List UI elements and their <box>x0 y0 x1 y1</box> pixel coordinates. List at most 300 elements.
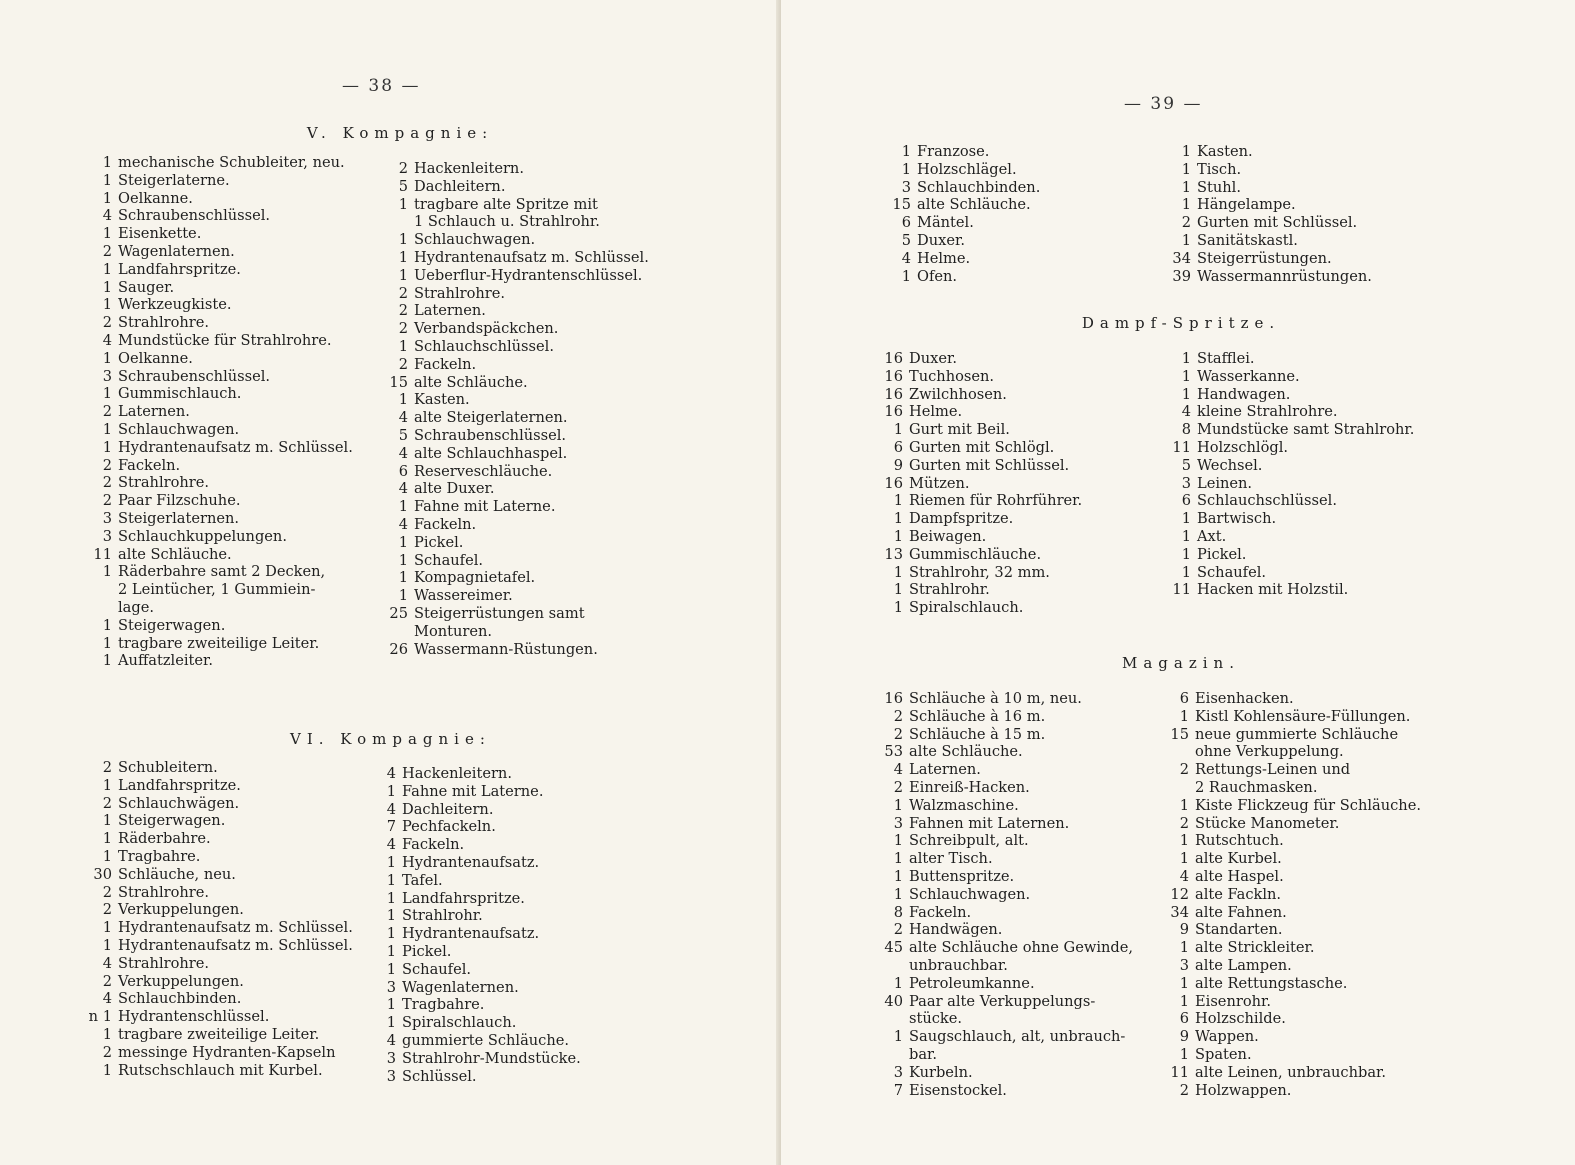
item-description: Fackeln. <box>118 456 181 474</box>
item-quantity: 4 <box>398 409 408 427</box>
item-quantity: 1 <box>102 189 112 207</box>
item-quantity: 1 <box>102 830 112 848</box>
item-description: alte Fackln. <box>1195 885 1282 903</box>
inventory-item <box>370 836 581 854</box>
item-description: Fahne mit Laterne. <box>414 498 556 516</box>
right-page <box>781 0 1575 1165</box>
item-quantity: 1 <box>398 391 408 409</box>
inventory-item <box>1165 368 1414 386</box>
item-description: Strahlrohre. <box>414 284 506 302</box>
item-quantity: 1 <box>1181 563 1191 581</box>
item-description: Dachleitern. <box>414 177 506 195</box>
item-description: Eisenrohr. <box>1195 992 1272 1010</box>
item-quantity: 4 <box>386 800 396 818</box>
item-description: Tragbahre. <box>118 847 201 865</box>
item-description: Eisenkette. <box>118 225 202 243</box>
item-description: Rutschschlauch mit Kurbel. <box>118 1061 323 1079</box>
item-quantity: 1 <box>102 225 112 243</box>
item-description: Holzschlägel. <box>917 160 1017 178</box>
inventory-item <box>1163 726 1421 744</box>
page-number: — 39 — <box>1124 94 1203 114</box>
item-quantity: 26 <box>389 640 408 658</box>
item-description: alte Schläuche. <box>917 196 1031 214</box>
inventory-item <box>1163 690 1421 708</box>
item-quantity: 6 <box>1181 492 1191 510</box>
item-quantity: 2 <box>102 403 112 421</box>
item-description: 2 Leintücher, 1 Gummiein- <box>118 581 316 599</box>
inventory-item <box>370 961 581 979</box>
item-quantity: 2 <box>102 474 112 492</box>
item-description: alte Strickleiter. <box>1195 939 1315 957</box>
inventory-item <box>1163 975 1421 993</box>
item-quantity: 1 <box>901 267 911 285</box>
item-quantity: 1 <box>102 634 112 652</box>
item-description: Schreibpult, alt. <box>909 832 1029 850</box>
section-heading-dampf-spritze: Dampf-Spritze. <box>1081 314 1281 332</box>
inventory-item <box>1165 179 1372 197</box>
item-description: Zwilchhosen. <box>909 385 1007 403</box>
inventory-item <box>86 314 353 332</box>
inventory-item <box>86 457 353 475</box>
item-quantity: 9 <box>1179 1028 1189 1046</box>
inventory-item <box>877 599 1082 617</box>
inventory-item <box>382 178 649 196</box>
item-quantity: 1 <box>1179 939 1189 957</box>
item-quantity: 2 <box>398 320 408 338</box>
inventory-item <box>1163 850 1421 868</box>
inventory-item <box>86 261 353 279</box>
inventory-item <box>382 516 649 534</box>
item-description: Duxer. <box>909 350 957 367</box>
item-quantity: 3 <box>386 978 396 996</box>
item-description: Hackenleitern. <box>414 160 524 177</box>
item-quantity: 4 <box>893 761 903 779</box>
item-quantity: 1 <box>901 143 911 160</box>
item-quantity: 1 <box>398 231 408 249</box>
inventory-item <box>1165 510 1414 528</box>
inventory-item <box>1165 250 1372 268</box>
item-quantity: 1 <box>398 569 408 587</box>
inventory-item <box>86 563 353 581</box>
inventory-item <box>877 581 1082 599</box>
item-description: unbrauchbar. <box>909 956 1008 974</box>
item-quantity: 4 <box>102 990 112 1008</box>
item-quantity: 4 <box>398 480 408 498</box>
inventory-item <box>877 815 1133 833</box>
inventory-item <box>382 302 649 320</box>
inventory-item <box>370 872 581 890</box>
inventory-item <box>877 492 1082 510</box>
inventory-item <box>877 939 1133 957</box>
item-description: Verbandspäckchen. <box>414 320 559 338</box>
item-quantity: 3 <box>102 367 112 385</box>
item-quantity: 1 <box>1179 707 1189 725</box>
item-description: Hydrantenaufsatz m. Schlüssel. <box>118 438 353 456</box>
item-description: Axt. <box>1197 527 1227 545</box>
item-quantity: 16 <box>884 690 903 707</box>
inventory-item <box>382 320 649 338</box>
item-quantity: 11 <box>93 545 112 563</box>
inventory-item <box>382 427 649 445</box>
item-quantity: 3 <box>893 1063 903 1081</box>
inventory-item <box>1163 708 1421 726</box>
item-quantity: 3 <box>1181 474 1191 492</box>
item-quantity: 1 <box>398 248 408 266</box>
item-quantity: 1 <box>386 907 396 925</box>
item-description: Hydrantenaufsatz. <box>402 925 540 943</box>
inventory-item <box>885 232 1040 250</box>
item-description: Laternen. <box>118 403 190 421</box>
inventory-item <box>382 196 649 214</box>
item-quantity: 25 <box>389 604 408 622</box>
item-description: stücke. <box>909 1010 963 1028</box>
item-quantity: 4 <box>386 836 396 854</box>
inventory-item <box>382 338 649 356</box>
inventory-item <box>1163 886 1421 904</box>
inventory-item <box>86 617 353 635</box>
item-quantity: 6 <box>901 214 911 232</box>
inventory-column <box>382 160 649 658</box>
item-description: Räderbahre. <box>118 830 211 848</box>
item-description: tragbare alte Spritze mit <box>414 195 598 213</box>
item-description: alte Leinen, unbrauchbar. <box>1195 1063 1387 1081</box>
item-description: Schlauchwagen. <box>909 885 1031 903</box>
item-quantity: 1 <box>893 421 903 439</box>
item-description: Laternen. <box>909 761 981 779</box>
inventory-item <box>1163 1064 1421 1082</box>
item-quantity: 40 <box>884 992 903 1010</box>
inventory-item <box>382 445 649 463</box>
item-quantity: 15 <box>892 196 911 214</box>
item-description: Strahlrohr-Mundstücke. <box>402 1049 581 1067</box>
inventory-item <box>86 973 353 991</box>
item-quantity: 4 <box>1179 867 1189 885</box>
inventory-item <box>1165 475 1414 493</box>
inventory-item <box>382 641 649 659</box>
inventory-item <box>370 783 581 801</box>
item-description: alte Steigerlaternen. <box>414 409 568 427</box>
item-quantity: 1 <box>1179 974 1189 992</box>
item-quantity: n 1 <box>88 1008 112 1026</box>
item-description: Mundstücke samt Strahlrohr. <box>1197 421 1415 439</box>
inventory-item <box>370 765 581 783</box>
item-description: Wasserkanne. <box>1197 367 1300 385</box>
item-description: mechanische Schubleiter, neu. <box>118 154 345 171</box>
inventory-item <box>86 1008 353 1026</box>
inventory-item <box>877 708 1133 726</box>
inventory-item <box>370 1068 581 1086</box>
item-quantity: 1 <box>102 812 112 830</box>
inventory-item <box>382 356 649 374</box>
item-quantity: 4 <box>102 207 112 225</box>
item-description: Fackeln. <box>414 515 477 533</box>
item-description: Hydrantenaufsatz. <box>402 853 540 871</box>
inventory-item <box>382 409 649 427</box>
item-quantity: 6 <box>893 438 903 456</box>
item-quantity: 2 <box>1181 214 1191 232</box>
inventory-item <box>877 528 1082 546</box>
section-heading-magazin: Magazin. <box>1122 654 1240 672</box>
item-description: Fackeln. <box>414 355 477 373</box>
inventory-item <box>86 1026 353 1044</box>
item-quantity: 1 <box>386 1014 396 1032</box>
item-quantity: 2 <box>398 284 408 302</box>
inventory-item <box>382 463 649 481</box>
item-description: 1 Schlauch u. Strahlrohr. <box>414 213 600 231</box>
item-quantity: 1 <box>398 587 408 605</box>
item-quantity: 1 <box>893 885 903 903</box>
item-quantity: 1 <box>102 438 112 456</box>
inventory-item <box>1165 421 1414 439</box>
item-quantity: 8 <box>1181 421 1191 439</box>
inventory-item-continuation <box>877 1010 1133 1028</box>
item-description: Schlauchschlüssel. <box>414 337 554 355</box>
item-description: Wagenlaternen. <box>402 978 519 996</box>
inventory-item <box>877 832 1133 850</box>
item-description: Steigerwagen. <box>118 616 226 634</box>
inventory-item <box>86 635 353 653</box>
inventory-item <box>1163 1046 1421 1064</box>
item-description: Eisenstockel. <box>909 1081 1007 1099</box>
item-quantity: 3 <box>102 509 112 527</box>
item-description: neue gummierte Schläuche <box>1195 725 1399 743</box>
inventory-item <box>370 1032 581 1050</box>
item-quantity: 15 <box>1170 725 1189 743</box>
item-description: Petroleumkanne. <box>909 974 1035 992</box>
inventory-item <box>370 890 581 908</box>
inventory-item <box>86 884 353 902</box>
item-quantity: 13 <box>884 545 903 563</box>
inventory-item <box>86 937 353 955</box>
item-quantity: 1 <box>386 782 396 800</box>
item-description: Kurbeln. <box>909 1063 973 1081</box>
inventory-item <box>877 403 1082 421</box>
item-description: Schlauchbinden. <box>118 990 242 1008</box>
item-quantity: 2 <box>102 242 112 260</box>
item-description: alte Schläuche. <box>118 545 232 563</box>
item-quantity: 4 <box>102 331 112 349</box>
item-description: Hydrantenaufsatz m. Schlüssel. <box>118 936 353 954</box>
item-quantity: 16 <box>884 385 903 403</box>
item-quantity: 3 <box>901 178 911 196</box>
item-description: Schaufel. <box>414 551 484 569</box>
inventory-item <box>877 975 1133 993</box>
item-quantity: 1 <box>398 551 408 569</box>
item-quantity: 2 <box>398 355 408 373</box>
item-quantity: 1 <box>1181 196 1191 214</box>
item-quantity: 1 <box>102 776 112 794</box>
inventory-item <box>877 921 1133 939</box>
inventory-column <box>1165 350 1414 599</box>
item-description: Franzose. <box>917 143 990 160</box>
inventory-item <box>382 231 649 249</box>
item-description: Strahlrohr, 32 mm. <box>909 563 1050 581</box>
item-description: Landfahrspritze. <box>118 260 241 278</box>
inventory-item <box>1165 492 1414 510</box>
item-description: Kiste Flickzeug für Schläuche. <box>1195 796 1421 814</box>
inventory-item <box>877 743 1133 761</box>
inventory-item <box>885 161 1040 179</box>
inventory-item <box>885 196 1040 214</box>
item-quantity: 1 <box>1181 143 1191 160</box>
item-description: Dachleitern. <box>402 800 494 818</box>
inventory-item <box>86 830 353 848</box>
item-quantity: 2 <box>102 972 112 990</box>
item-description: Strahlrohr. <box>909 581 990 599</box>
item-description: Steigerrüstungen. <box>1197 249 1332 267</box>
item-description: Hydrantenschlüssel. <box>118 1008 270 1026</box>
inventory-item <box>885 268 1040 286</box>
inventory-item <box>370 979 581 997</box>
item-description: Riemen für Rohrführer. <box>909 492 1083 510</box>
item-description: Strahlrohre. <box>118 474 210 492</box>
item-quantity: 3 <box>1179 956 1189 974</box>
item-quantity: 2 <box>102 1043 112 1061</box>
item-description: Sanitätskastl. <box>1197 231 1298 249</box>
item-description: 2 Rauchmasken. <box>1195 778 1318 796</box>
inventory-item <box>877 510 1082 528</box>
item-description: Hydrantenaufsatz m. Schlüssel. <box>414 248 649 266</box>
inventory-item <box>86 403 353 421</box>
item-description: Werkzeugkiste. <box>118 296 232 314</box>
item-quantity: 1 <box>893 563 903 581</box>
inventory-item <box>1163 1010 1421 1028</box>
inventory-item <box>1163 921 1421 939</box>
item-description: alte Duxer. <box>414 480 495 498</box>
inventory-item <box>877 904 1133 922</box>
item-description: Gummischläuche. <box>909 545 1042 563</box>
item-quantity: 5 <box>398 177 408 195</box>
inventory-item <box>877 850 1133 868</box>
inventory-item <box>382 605 649 623</box>
section-heading-v-kompagnie: V. Kompagnie: <box>306 124 494 142</box>
item-quantity: 1 <box>1181 350 1191 367</box>
item-quantity: 1 <box>102 919 112 937</box>
item-quantity: 1 <box>398 533 408 551</box>
inventory-item <box>1163 993 1421 1011</box>
item-description: Walzmaschine. <box>909 796 1019 814</box>
item-quantity: 9 <box>893 456 903 474</box>
item-description: Schlauchbinden. <box>917 178 1041 196</box>
inventory-item <box>877 475 1082 493</box>
inventory-item <box>1163 904 1421 922</box>
item-description: Pickel. <box>1197 545 1247 563</box>
item-description: Gurten mit Schlüssel. <box>1197 214 1358 232</box>
inventory-item <box>86 866 353 884</box>
item-quantity: 8 <box>893 903 903 921</box>
inventory-item <box>1165 350 1414 368</box>
inventory-item <box>86 919 353 937</box>
inventory-item <box>86 901 353 919</box>
inventory-item <box>370 1014 581 1032</box>
inventory-item <box>382 391 649 409</box>
inventory-item <box>86 350 353 368</box>
item-description: Pickel. <box>402 942 452 960</box>
inventory-item <box>1165 143 1372 161</box>
inventory-item <box>877 1028 1133 1046</box>
item-quantity: 1 <box>893 1028 903 1046</box>
item-quantity: 2 <box>102 492 112 510</box>
item-quantity: 7 <box>893 1081 903 1099</box>
inventory-item <box>382 587 649 605</box>
item-description: Schlauchwagen. <box>414 231 536 249</box>
inventory-column <box>885 143 1040 285</box>
item-quantity: 1 <box>386 889 396 907</box>
item-description: Wassermann-Rüstungen. <box>414 640 598 658</box>
inventory-item <box>86 243 353 261</box>
inventory-item <box>1165 564 1414 582</box>
item-quantity: 34 <box>1170 903 1189 921</box>
inventory-item <box>877 993 1133 1011</box>
item-description: Schläuche à 10 m, neu. <box>909 690 1082 707</box>
item-quantity: 1 <box>893 599 903 617</box>
inventory-item <box>370 1050 581 1068</box>
item-description: Monturen. <box>414 622 493 640</box>
inventory-item-continuation <box>877 1046 1133 1064</box>
item-quantity: 1 <box>893 527 903 545</box>
item-description: Rettungs-Leinen und <box>1195 761 1351 779</box>
inventory-item <box>86 759 353 777</box>
item-description: Auffatzleiter. <box>118 652 214 670</box>
inventory-item-continuation <box>382 623 649 641</box>
inventory-item <box>1165 528 1414 546</box>
inventory-column <box>1163 690 1421 1099</box>
item-description: Handwägen. <box>909 921 1003 939</box>
item-quantity: 3 <box>102 527 112 545</box>
item-description: Leinen. <box>1197 474 1253 492</box>
item-description: Eisenhacken. <box>1195 690 1294 707</box>
item-description: Strahlrohre. <box>118 883 210 901</box>
item-quantity: 1 <box>102 385 112 403</box>
item-description: Paar Filzschuhe. <box>118 492 241 510</box>
inventory-item <box>86 848 353 866</box>
inventory-item <box>877 546 1082 564</box>
item-description: Schlüssel. <box>402 1067 477 1085</box>
inventory-item <box>1165 439 1414 457</box>
item-quantity: 1 <box>398 195 408 213</box>
item-quantity: 4 <box>398 515 408 533</box>
inventory-item <box>86 385 353 403</box>
inventory-item <box>877 868 1133 886</box>
inventory-item <box>885 143 1040 161</box>
item-quantity: 11 <box>1172 438 1191 456</box>
item-quantity: 1 <box>893 832 903 850</box>
item-quantity: 3 <box>386 1067 396 1085</box>
page-number: — 38 — <box>342 76 421 96</box>
item-quantity: 30 <box>93 865 112 883</box>
item-description: Strahlrohre. <box>118 314 210 332</box>
item-quantity: 45 <box>884 939 903 957</box>
item-quantity: 1 <box>1181 178 1191 196</box>
item-description: Ofen. <box>917 267 958 285</box>
item-description: Strahlrohr. <box>402 907 483 925</box>
inventory-item-continuation <box>1163 743 1421 761</box>
item-quantity: 1 <box>1181 545 1191 563</box>
item-description: alte Haspel. <box>1195 867 1284 885</box>
item-description: Bartwisch. <box>1197 510 1277 528</box>
item-description: Pechfackeln. <box>402 818 496 836</box>
item-description: alte Schlauchhaspel. <box>414 444 568 462</box>
inventory-item <box>382 249 649 267</box>
item-description: Fahnen mit Laternen. <box>909 814 1070 832</box>
item-description: alte Kurbel. <box>1195 850 1282 868</box>
item-description: Schaufel. <box>1197 563 1267 581</box>
item-quantity: 1 <box>893 796 903 814</box>
inventory-item <box>86 955 353 973</box>
inventory-item <box>877 386 1082 404</box>
item-description: Laternen. <box>414 302 486 320</box>
item-quantity: 1 <box>1179 1045 1189 1063</box>
